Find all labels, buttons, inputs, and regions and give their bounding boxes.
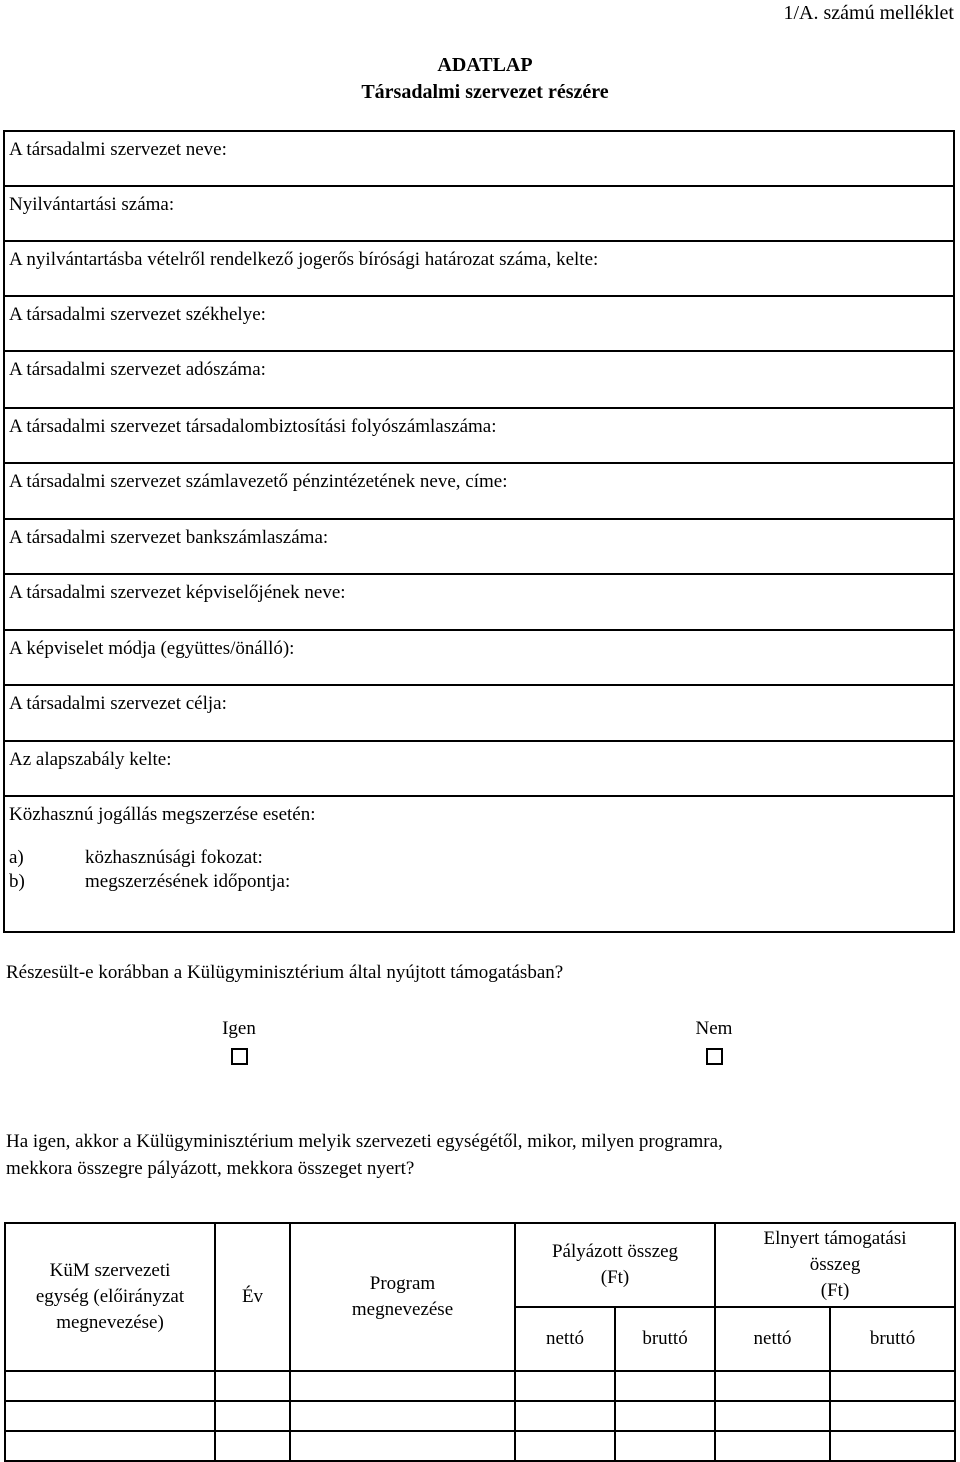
organization-fields-table: [3, 130, 955, 933]
table-cell[interactable]: [830, 1431, 955, 1461]
public-benefit-level-label: közhasznúsági fokozat:: [85, 847, 263, 868]
public-benefit-label: Közhasznú jogállás megszerzése esetén:: [9, 804, 316, 825]
header-applied-gross: bruttó: [615, 1307, 715, 1371]
header-applied-amount: Pályázott összeg (Ft): [515, 1223, 715, 1307]
public-benefit-level-row: [9, 846, 949, 870]
public-benefit-date-label: megszerzésének időpontja:: [85, 871, 291, 892]
table-cell[interactable]: [515, 1371, 615, 1401]
checkbox-yes[interactable]: [231, 1048, 248, 1065]
choice-no[interactable]: [664, 1016, 764, 1065]
field-tax-number[interactable]: A társadalmi szervezet adószáma:: [4, 351, 954, 408]
table-cell[interactable]: [215, 1431, 290, 1461]
table-row: [5, 1371, 955, 1401]
choice-yes[interactable]: [189, 1016, 289, 1065]
table-cell[interactable]: [715, 1371, 830, 1401]
table-cell[interactable]: [615, 1401, 715, 1431]
table-cell[interactable]: [830, 1371, 955, 1401]
checkbox-no[interactable]: [706, 1048, 723, 1065]
public-benefit-date-row: [9, 870, 949, 894]
table-cell[interactable]: [290, 1401, 515, 1431]
field-name[interactable]: A társadalmi szervezet neve:: [4, 131, 954, 186]
table-cell[interactable]: [5, 1371, 215, 1401]
grants-table: [4, 1222, 956, 1462]
choice-yes-label: Igen: [222, 1018, 256, 1039]
table-cell[interactable]: [215, 1401, 290, 1431]
form-subtitle: Társadalmi szervezet részére: [361, 81, 609, 103]
field-bank-name-address[interactable]: A társadalmi szervezet számlavezető pénzintézetének neve, címe:: [4, 463, 954, 519]
table-row: [5, 1401, 955, 1431]
header-won-amount: Elnyert támogatási összeg (Ft): [715, 1223, 955, 1307]
field-social-security-account[interactable]: A társadalmi szervezet társadalombiztosítási folyószámlaszáma:: [4, 408, 954, 463]
form-header: [295, 52, 675, 106]
field-court-decision[interactable]: A nyilvántartásba vételről rendelkező jogerős bírósági határozat száma, kelte:: [4, 241, 954, 296]
header-unit: KüM szervezeti egység (előirányzat megnevezése): [5, 1223, 215, 1371]
followup-line: Ha igen, akkor a Külügyminisztérium melyik szervezeti egységétől, mikor, milyen programra,: [6, 1131, 723, 1152]
header-program: Program megnevezése: [290, 1223, 515, 1371]
table-cell[interactable]: [5, 1401, 215, 1431]
followup-line: mekkora összegre pályázott, mekkora összeget nyert?: [6, 1158, 415, 1179]
choice-no-label: Nem: [695, 1018, 733, 1039]
table-cell[interactable]: [290, 1371, 515, 1401]
annex-label: 1/A. számú melléklet: [783, 2, 954, 24]
field-purpose[interactable]: A társadalmi szervezet célja:: [4, 685, 954, 741]
table-cell[interactable]: [830, 1401, 955, 1431]
table-cell[interactable]: [715, 1401, 830, 1431]
table-cell[interactable]: [215, 1371, 290, 1401]
table-cell[interactable]: [515, 1401, 615, 1431]
header-won-gross: bruttó: [830, 1307, 955, 1371]
field-statute-date[interactable]: Az alapszabály kelte:: [4, 741, 954, 796]
header-won-net: nettó: [715, 1307, 830, 1371]
field-seat[interactable]: A társadalmi szervezet székhelye:: [4, 296, 954, 351]
table-cell[interactable]: [5, 1431, 215, 1461]
item-marker: a): [9, 847, 24, 868]
table-row: [5, 1431, 955, 1461]
table-cell[interactable]: [515, 1431, 615, 1461]
followup-question: [6, 1128, 946, 1182]
table-cell[interactable]: [615, 1371, 715, 1401]
table-cell[interactable]: [290, 1431, 515, 1461]
header-applied-net: nettó: [515, 1307, 615, 1371]
field-representation-mode[interactable]: A képviselet módja (együttes/önálló):: [4, 630, 954, 685]
field-representative-name[interactable]: A társadalmi szervezet képviselőjének neve:: [4, 574, 954, 630]
item-marker: b): [9, 871, 25, 892]
table-cell[interactable]: [615, 1431, 715, 1461]
table-cell[interactable]: [715, 1431, 830, 1461]
prior-support-question: Részesült-e korábban a Külügyminisztérium által nyújtott támogatásban?: [6, 962, 564, 983]
field-registration-number[interactable]: Nyilvántartási száma:: [4, 186, 954, 241]
form-title: ADATLAP: [437, 54, 533, 76]
field-public-benefit[interactable]: [4, 796, 954, 932]
header-year: Év: [215, 1223, 290, 1371]
field-bank-account[interactable]: A társadalmi szervezet bankszámlaszáma:: [4, 519, 954, 574]
